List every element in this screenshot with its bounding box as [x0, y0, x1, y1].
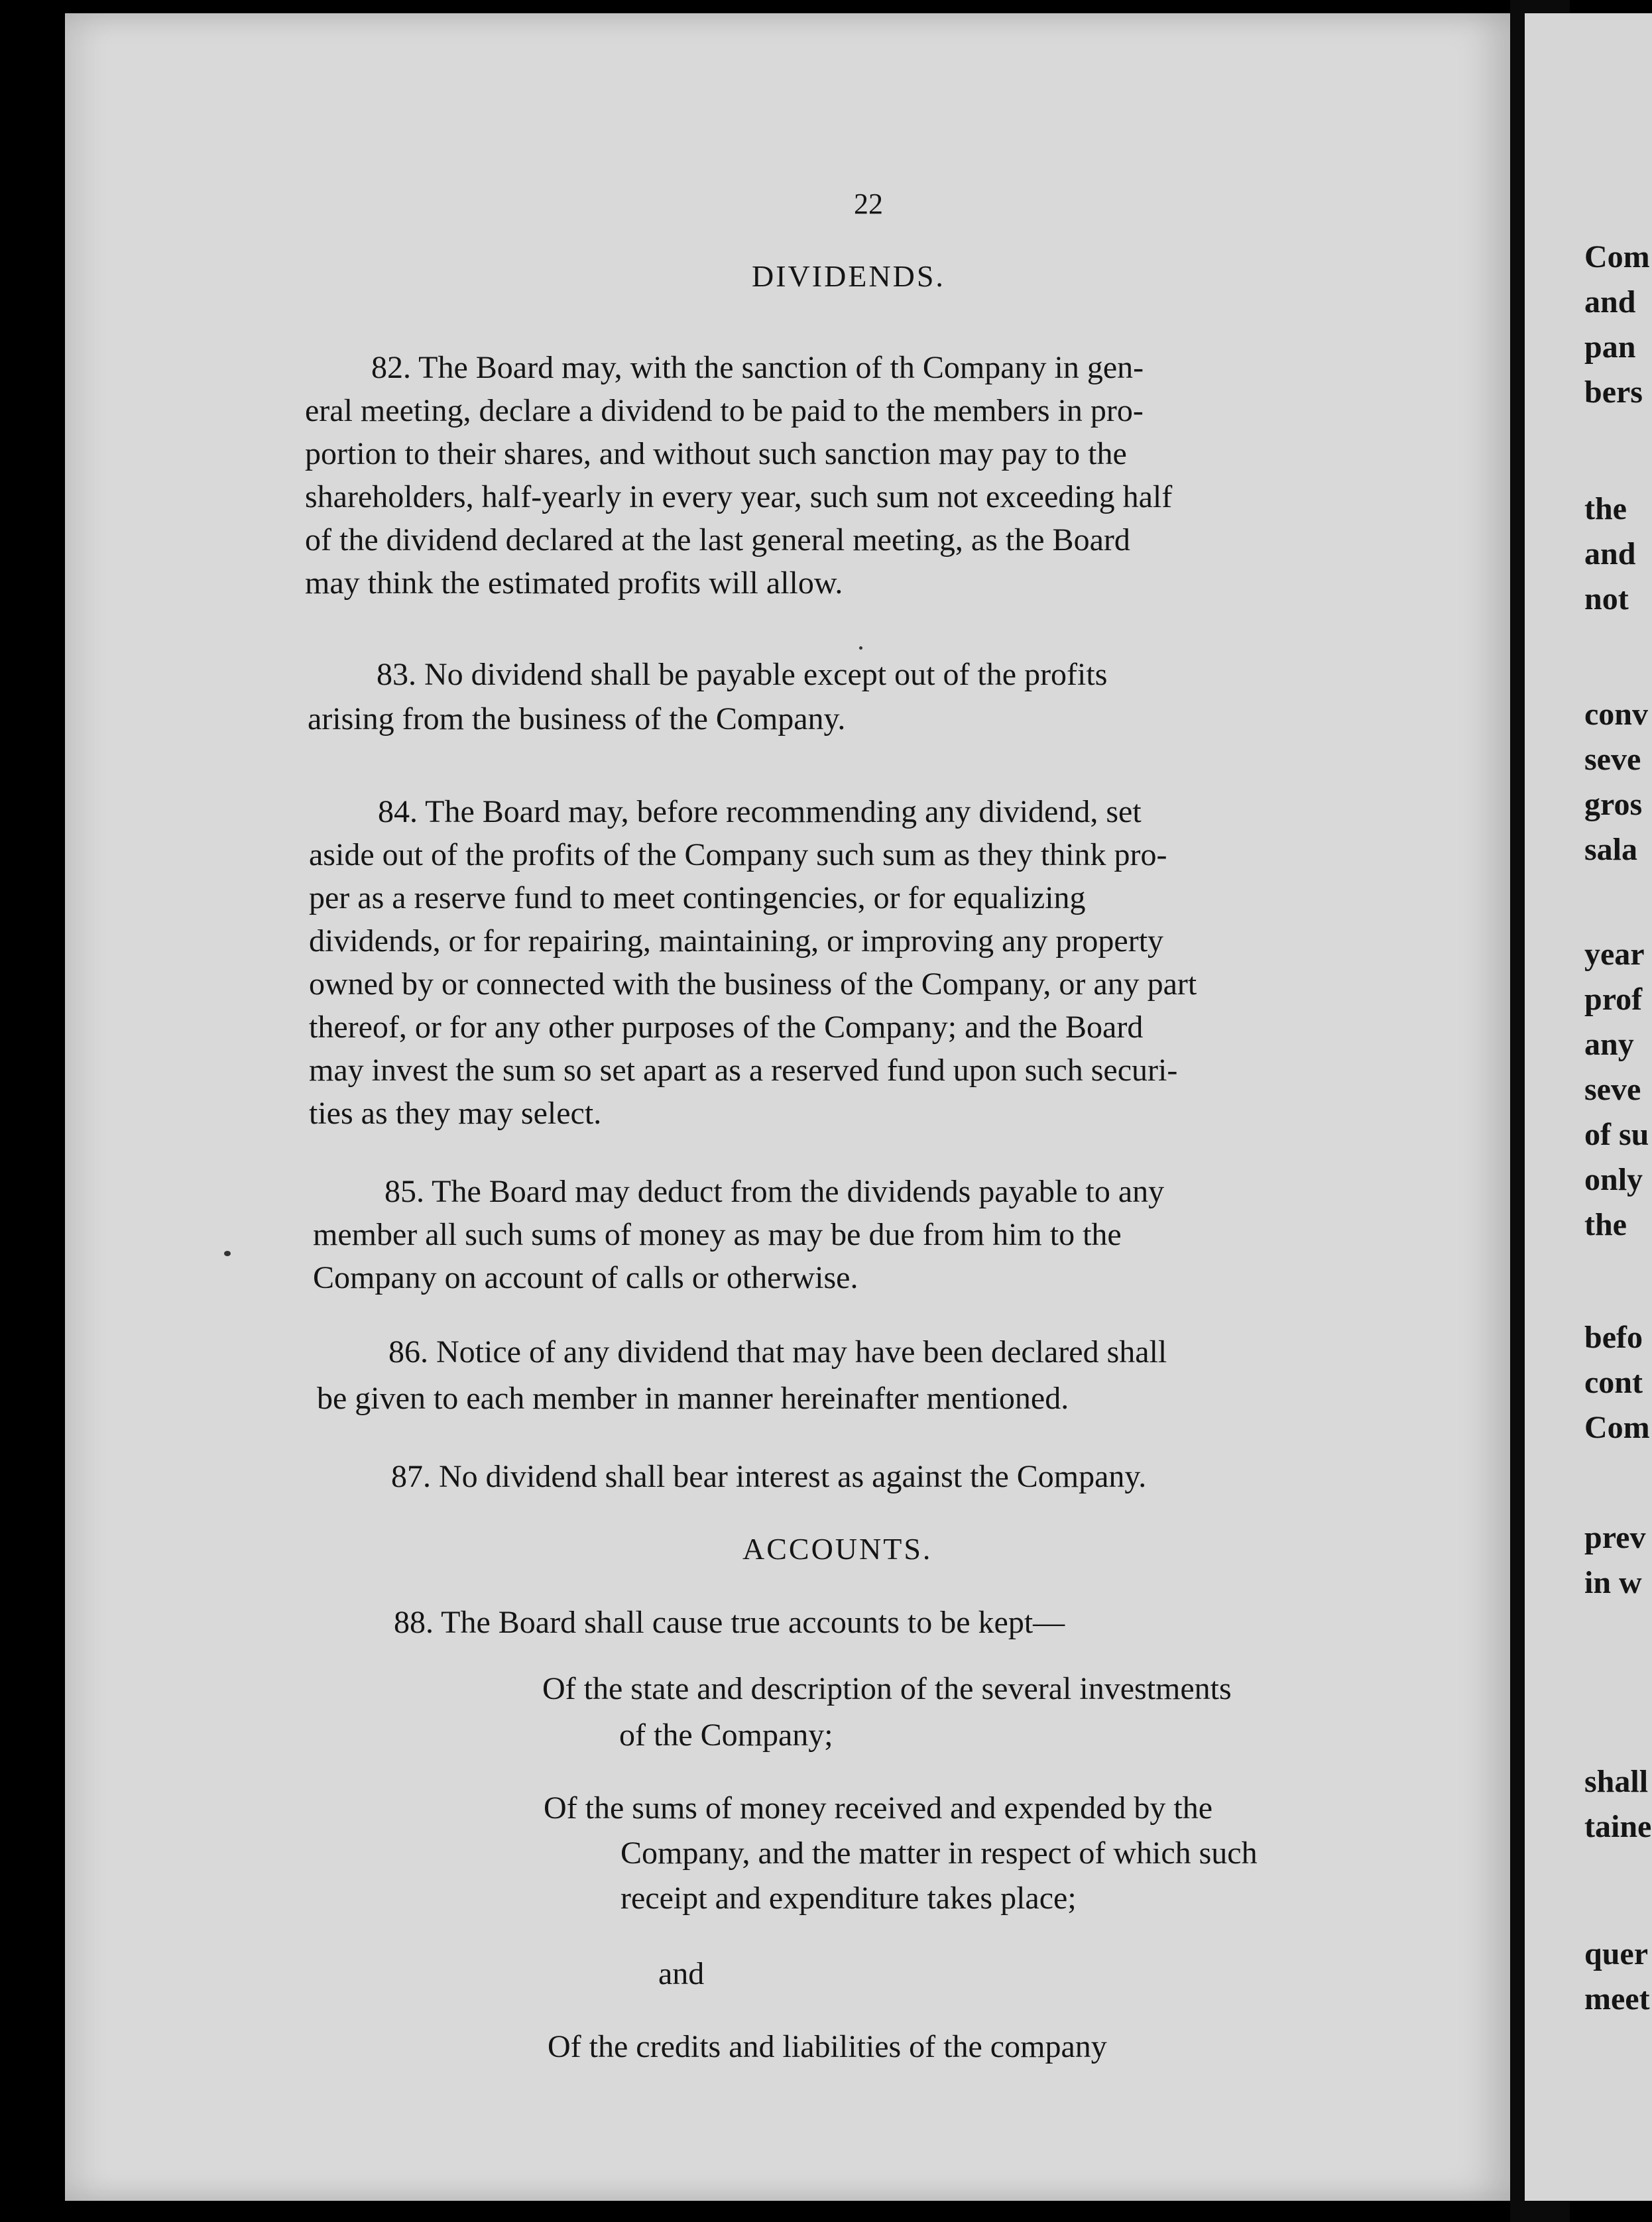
ink-speck [224, 1251, 231, 1256]
para88-item1-line: of the Company; [619, 1718, 833, 1753]
right-fragment: in w [1584, 1565, 1642, 1600]
right-fragment: seve [1584, 1072, 1641, 1107]
right-fragment: prev [1584, 1520, 1646, 1555]
right-fragment: of su [1584, 1117, 1649, 1152]
para84-line: 84. The Board may, before recommending any dividend, set [378, 794, 1142, 829]
right-fragment: the [1584, 1207, 1627, 1242]
para85-line: 85. The Board may deduct from the dividends payable to any [384, 1174, 1165, 1209]
para85-line: member all such sums of money as may be due from him to the [313, 1217, 1122, 1252]
para88-and: and [658, 1956, 705, 1991]
right-fragment: bers [1584, 375, 1643, 410]
para84-line: owned by or connected with the business of the Company, or any part [309, 966, 1197, 1002]
para85-line: Company on account of calls or otherwise. [313, 1260, 858, 1295]
right-fragment: cont [1584, 1365, 1643, 1400]
para88-item1-line: Of the state and description of the several investments [542, 1671, 1232, 1706]
para82-line: eral meeting, declare a dividend to be paid to the members in pro- [305, 393, 1144, 428]
right-fragment: Com [1584, 239, 1650, 274]
right-fragment: not [1584, 581, 1629, 616]
heading-accounts: ACCOUNTS. [742, 1532, 933, 1566]
para82-line: portion to their shares, and without such sanction may pay to the [305, 436, 1127, 471]
para88-item2-line: receipt and expenditure takes place; [620, 1881, 1077, 1916]
para84-line: per as a reserve fund to meet contingencies, or for equalizing [309, 880, 1086, 915]
para88-item2-line: Company, and the matter in respect of which such [620, 1836, 1258, 1871]
right-fragment: and [1584, 536, 1636, 571]
para84-line: may invest the sum so set apart as a reserved fund upon such securi- [309, 1053, 1178, 1088]
right-fragment: seve [1584, 742, 1641, 777]
right-page-edge [1525, 13, 1652, 2201]
para88-item2-line: Of the sums of money received and expended by the [544, 1790, 1213, 1826]
para84-line: thereof, or for any other purposes of the Company; and the Board [309, 1010, 1144, 1045]
para83-line: arising from the business of the Company. [308, 701, 846, 736]
ink-speck [859, 646, 862, 650]
para84-line: ties as they may select. [309, 1096, 602, 1131]
para88-item3: Of the credits and liabilities of the company [548, 2029, 1107, 2064]
para86-line: be given to each member in manner hereinafter mentioned. [317, 1381, 1069, 1416]
para82-line: 82. The Board may, with the sanction of th Company in gen- [371, 350, 1144, 385]
right-fragment: pan [1584, 329, 1636, 365]
heading-dividends: DIVIDENDS. [752, 259, 945, 293]
para87-line: 87. No dividend shall bear interest as against the Company. [391, 1459, 1147, 1494]
right-fragment: sala [1584, 832, 1638, 867]
right-fragment: Com [1584, 1410, 1650, 1445]
right-fragment: any [1584, 1027, 1634, 1062]
para82-line: shareholders, half-yearly in every year, such sum not exceeding half [305, 479, 1173, 514]
para83-line: 83. No dividend shall be payable except out of the profits [377, 657, 1108, 692]
para82-line: may think the estimated profits will allow. [305, 565, 843, 601]
para86-line: 86. Notice of any dividend that may have been declared shall [388, 1334, 1167, 1370]
left-page [65, 13, 1510, 2201]
right-fragment: meet [1584, 1981, 1650, 2017]
right-fragment: conv [1584, 697, 1648, 732]
right-fragment: the [1584, 491, 1627, 526]
para88-intro: 88. The Board shall cause true accounts to be kept— [394, 1605, 1065, 1640]
right-fragment: prof [1584, 982, 1643, 1017]
page-number: 22 [854, 188, 883, 220]
para84-line: aside out of the profits of the Company such sum as they think pro- [309, 837, 1167, 872]
right-fragment: shall [1584, 1764, 1649, 1799]
right-fragment: gros [1584, 787, 1643, 822]
right-fragment: taine [1584, 1809, 1652, 1844]
right-fragment: only [1584, 1162, 1643, 1197]
right-fragment: quer [1584, 1936, 1648, 1971]
para84-line: dividends, or for repairing, maintaining, or improving any property [309, 923, 1164, 959]
right-fragment: and [1584, 284, 1636, 320]
right-fragment: year [1584, 937, 1645, 972]
para82-line: of the dividend declared at the last general meeting, as the Board [305, 522, 1130, 557]
right-fragment: befo [1584, 1320, 1643, 1355]
